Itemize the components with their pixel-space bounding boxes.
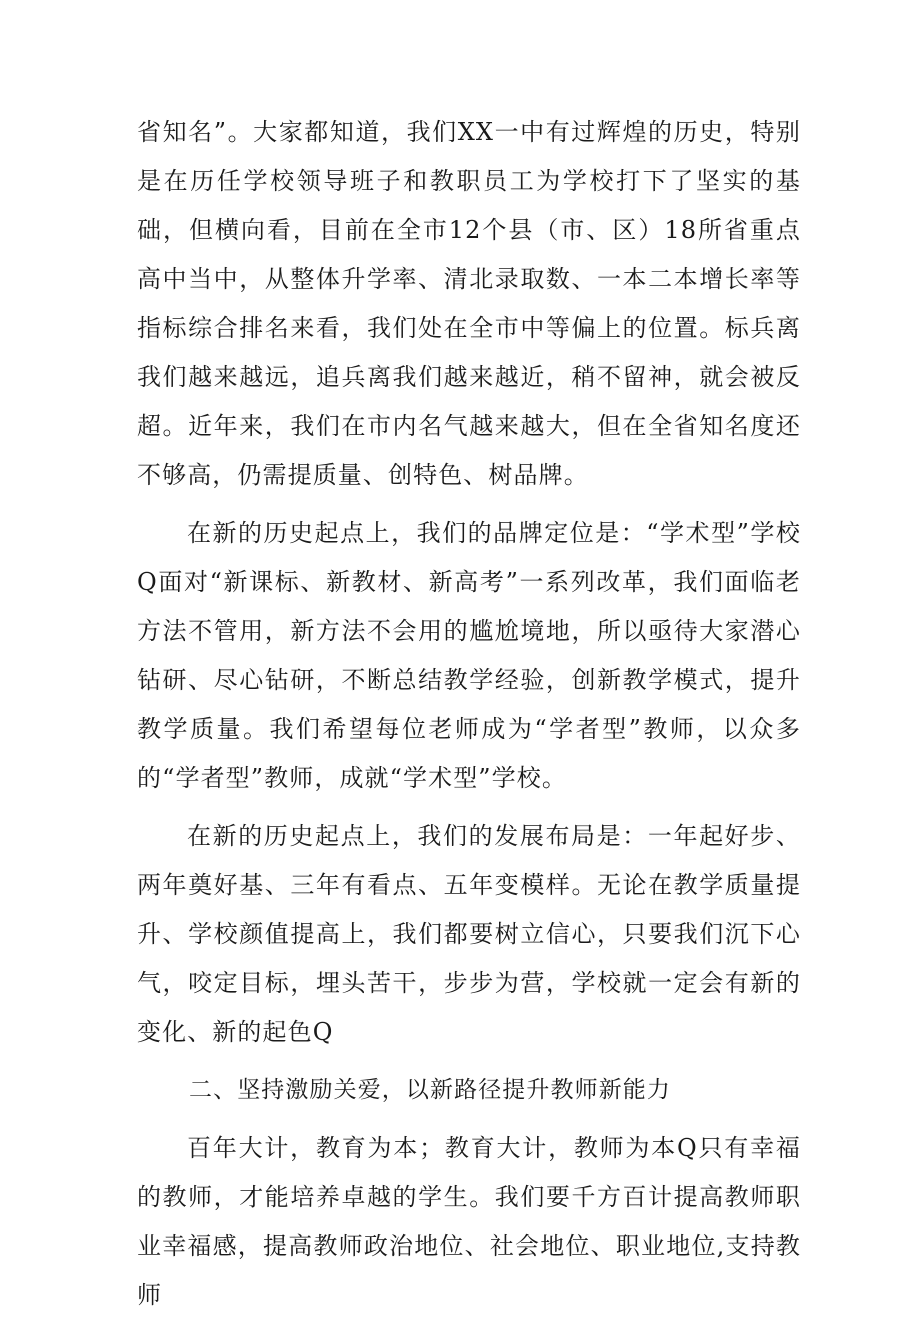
paragraph-reputation: 省知名”。大家都知道，我们XX一中有过辉煌的历史，特别是在历任学校领导班子和教职员工为学校打下了坚实的基础，但横向看，目前在全市12个县（市、区）18所省重点高中当中，从整体升学率、清北录取数、一本二本增长率等指标综合排名来看，我们处在全市中等偏上的位置。标兵离我们越来越远，追兵离我们越来越近，稍不留神，就会被反超。近年来，我们在市内名气越来越大，但在全省知名度还不够高，仍需提质量、创特色、树品牌。 (137, 118, 801, 489)
paragraph-teacher-happiness: 百年大计，教育为本；教育大计，教师为本Q只有幸福的教师，才能培养卓越的学生。我们要千方百计提高教师职业幸福感，提高教师政治地位、社会地位、职业地位,支持教师 (137, 1134, 801, 1309)
paragraph-brand-positioning: 在新的历史起点上，我们的品牌定位是：“学术型”学校Q面对“新课标、新教材、新高考”一系列改革，我们面临老方法不管用，新方法不会用的尴尬境地，所以亟待大家潜心钻研、尽心钻研，不断总结教学经验，创新教学模式，提升教学质量。我们希望每位老师成为“学者型”教师，以众多的“学者型”教师，成就“学术型”学校。 (137, 519, 801, 792)
section-heading: 二、坚持激励关爱，以新路径提升教师新能力 (189, 1077, 671, 1103)
document-body (137, 108, 801, 1329)
paragraph-development-layout: 在新的历史起点上，我们的发展布局是：一年起好步、两年奠好基、三年有看点、五年变模样。无论在教学质量提升、学校颜值提高上，我们都要树立信心，只要我们沉下心气，咬定目标，埋头苦干，步步为营，学校就一定会有新的变化、新的起色Q (137, 822, 801, 1046)
